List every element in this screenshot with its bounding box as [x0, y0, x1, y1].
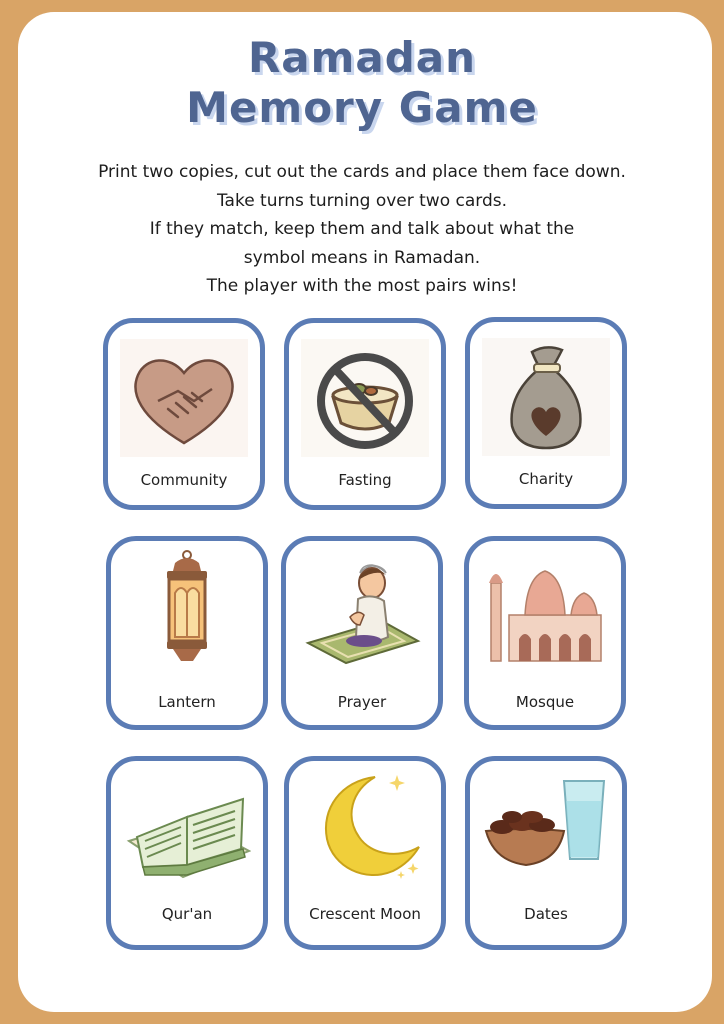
instruction-line: symbol means in Ramadan. [243, 247, 481, 268]
money-bag-icon [482, 338, 610, 456]
praying-child-icon [298, 551, 426, 669]
card-label: Dates [524, 905, 568, 923]
dates-and-water-icon [482, 773, 610, 891]
crescent-moon-icon [301, 767, 429, 885]
instruction-line: Take turns turning over two cards. [216, 190, 508, 211]
handshake-heart-icon [120, 339, 248, 457]
card-label: Fasting [338, 471, 392, 489]
card-label: Community [140, 471, 228, 489]
instruction-line: The player with the most pairs wins! [206, 276, 518, 296]
instructions [0, 158, 724, 301]
card-fasting[interactable] [284, 318, 446, 510]
instruction-line: If they match, keep them and talk about what the [149, 219, 575, 239]
title-line-1: Ramadan [247, 33, 477, 82]
card-lantern[interactable] [106, 536, 268, 730]
instruction-line: Print two copies, cut out the cards and place them face down. [98, 162, 626, 182]
card-dates[interactable] [465, 756, 627, 950]
card-community[interactable] [103, 318, 265, 510]
card-prayer[interactable] [281, 536, 443, 730]
card-label: Crescent Moon [309, 905, 421, 923]
card-crescent-moon[interactable] [284, 756, 446, 950]
card-label: Prayer [337, 693, 387, 711]
card-quran[interactable] [106, 756, 268, 950]
card-label: Qur'an [161, 905, 213, 923]
no-food-icon [301, 339, 429, 457]
card-charity[interactable] [465, 317, 627, 509]
card-label: Mosque [515, 693, 575, 711]
card-mosque[interactable] [464, 536, 626, 730]
mosque-icon [481, 553, 609, 671]
card-label: Charity [518, 470, 574, 488]
title-line-2: Memory Game [186, 83, 538, 132]
card-label: Lantern [158, 693, 216, 711]
quran-book-icon [123, 777, 251, 895]
lantern-icon [123, 549, 251, 667]
